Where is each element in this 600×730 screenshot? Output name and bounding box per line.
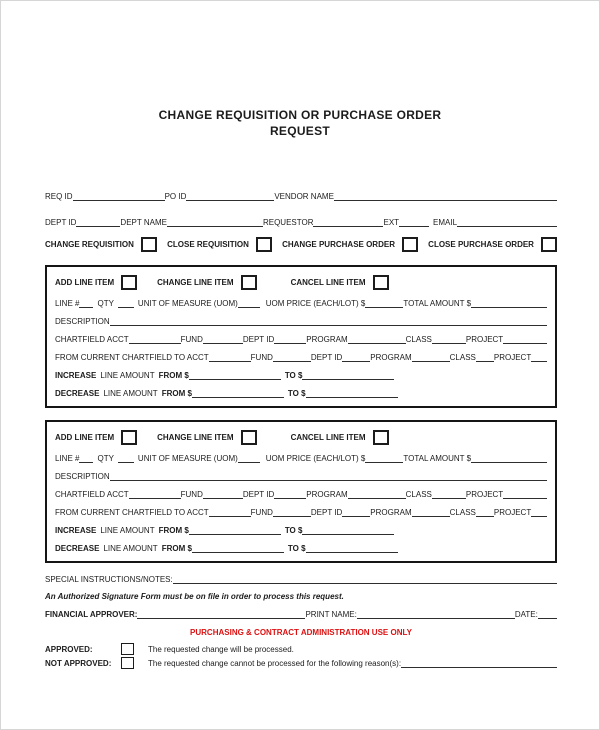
page-title-line2: REQUEST	[269, 124, 331, 138]
from-current-row	[55, 352, 547, 362]
change-purchase-order-label: CHANGE PURCHASE ORDER	[282, 240, 395, 249]
approved-checkbox[interactable]	[121, 643, 134, 655]
uom-blank[interactable]	[238, 298, 260, 308]
description-blank[interactable]	[110, 471, 547, 481]
fc-class-blank[interactable]	[476, 507, 494, 517]
fc-fund-label: FUND	[250, 508, 273, 517]
qty-blank[interactable]	[118, 453, 134, 463]
requestor-blank[interactable]	[313, 217, 383, 227]
increase-to-blank[interactable]	[302, 525, 394, 535]
line-detail-row	[55, 453, 547, 463]
financial-approver-label: FINANCIAL APPROVER:	[45, 610, 138, 619]
uom-price-blank[interactable]	[365, 453, 403, 463]
class-label: CLASS	[405, 335, 432, 344]
change-purchase-order-checkbox[interactable]	[402, 237, 418, 252]
decrease-label: DECREASE	[55, 389, 100, 398]
chartfield-acct-blank[interactable]	[129, 334, 181, 344]
page-title	[1, 107, 599, 139]
increase-to-label: TO $	[284, 526, 303, 535]
class-label: CLASS	[405, 490, 432, 499]
add-line-item-checkbox[interactable]	[121, 430, 137, 445]
add-line-item-label: ADD LINE ITEM	[55, 433, 115, 442]
dept-id-label: DEPT ID	[45, 218, 77, 227]
description-row	[55, 316, 547, 326]
qty-label: QTY	[97, 299, 114, 308]
change-line-item-checkbox[interactable]	[241, 430, 257, 445]
change-requisition-checkbox[interactable]	[141, 237, 157, 252]
qty-blank[interactable]	[118, 298, 134, 308]
fund-blank[interactable]	[203, 489, 243, 499]
fc-fund-blank[interactable]	[273, 507, 311, 517]
add-line-item-label: ADD LINE ITEM	[55, 278, 115, 287]
request-type-row	[45, 237, 557, 252]
increase-line-amount-label: LINE AMOUNT	[100, 526, 155, 535]
total-amount-blank[interactable]	[471, 453, 547, 463]
vendor-name-label: VENDOR NAME	[274, 192, 334, 201]
line-no-blank[interactable]	[79, 298, 93, 308]
line-no-label: LINE #	[55, 299, 80, 308]
special-instructions-row	[45, 574, 557, 584]
uom-price-label: UOM PRICE (EACH/LOT) $	[265, 454, 366, 463]
increase-label: INCREASE	[55, 371, 97, 380]
line-item-actions-row	[55, 275, 547, 290]
description-label: DESCRIPTION	[55, 317, 110, 326]
fc-project-label: PROJECT	[493, 508, 532, 517]
fund-label: FUND	[180, 335, 203, 344]
dept-id-blank[interactable]	[76, 217, 120, 227]
increase-from-blank[interactable]	[189, 525, 281, 535]
special-instructions-blank[interactable]	[173, 574, 557, 584]
deptid-blank[interactable]	[274, 489, 306, 499]
close-purchase-order-checkbox[interactable]	[541, 237, 557, 252]
req-id-label: REQ ID	[45, 192, 73, 201]
chartfield-acct-blank[interactable]	[129, 489, 181, 499]
program-blank[interactable]	[348, 489, 406, 499]
admin-use-only-heading: PURCHASING & CONTRACT ADMINISTRATION USE ONLY	[190, 628, 412, 637]
decrease-from-blank[interactable]	[192, 388, 284, 398]
cancel-line-item-checkbox[interactable]	[373, 430, 389, 445]
project-label: PROJECT	[465, 490, 504, 499]
not-approved-label: NOT APPROVED:	[45, 658, 112, 668]
line-no-label: LINE #	[55, 454, 80, 463]
program-blank[interactable]	[348, 334, 406, 344]
chartfield-row	[55, 334, 547, 344]
approved-label: APPROVED:	[45, 644, 93, 654]
fc-program-label: PROGRAM	[370, 353, 412, 362]
decrease-from-label: FROM $	[161, 544, 192, 553]
print-name-blank[interactable]	[357, 609, 515, 619]
increase-from-label: FROM $	[158, 371, 189, 380]
fc-acct-blank[interactable]	[209, 352, 251, 362]
approved-row	[45, 643, 557, 655]
uom-label: UNIT OF MEASURE (UOM)	[137, 454, 238, 463]
decrease-from-blank[interactable]	[192, 543, 284, 553]
change-line-item-checkbox[interactable]	[241, 275, 257, 290]
close-requisition-checkbox[interactable]	[256, 237, 272, 252]
decrease-from-label: FROM $	[161, 389, 192, 398]
total-amount-label: TOTAL AMOUNT $	[403, 299, 472, 308]
chartfield-row	[55, 489, 547, 499]
close-requisition-label: CLOSE REQUISITION	[167, 240, 249, 249]
fund-blank[interactable]	[203, 334, 243, 344]
page-title-line1: CHANGE REQUISITION OR PURCHASE ORDER	[158, 108, 442, 122]
fc-fund-label: FUND	[250, 353, 273, 362]
deptid-label: DEPT ID	[242, 490, 275, 499]
change-line-item-label: CHANGE LINE ITEM	[157, 278, 234, 287]
not-approved-reason-blank[interactable]	[401, 658, 557, 668]
fc-project-label: PROJECT	[493, 353, 532, 362]
cancel-line-item-checkbox[interactable]	[373, 275, 389, 290]
project-blank[interactable]	[503, 334, 547, 344]
total-amount-blank[interactable]	[471, 298, 547, 308]
uom-price-blank[interactable]	[365, 298, 403, 308]
fc-deptid-label: DEPT ID	[310, 353, 343, 362]
not-approved-row	[45, 657, 557, 669]
fc-deptid-blank[interactable]	[342, 352, 370, 362]
not-approved-checkbox[interactable]	[121, 657, 134, 669]
increase-line-amount-label: LINE AMOUNT	[100, 371, 155, 380]
decrease-label: DECREASE	[55, 544, 100, 553]
deptid-blank[interactable]	[274, 334, 306, 344]
project-label: PROJECT	[465, 335, 504, 344]
close-purchase-order-label: CLOSE PURCHASE ORDER	[428, 240, 534, 249]
fc-program-blank[interactable]	[412, 507, 450, 517]
line-detail-row	[55, 298, 547, 308]
po-id-blank[interactable]	[186, 191, 274, 201]
email-label: EMAIL	[433, 218, 458, 227]
fc-class-label: CLASS	[449, 508, 476, 517]
chartfield-acct-label: CHARTFIELD ACCT	[55, 335, 129, 344]
class-blank[interactable]	[432, 334, 466, 344]
from-current-label: FROM CURRENT CHARTFIELD TO ACCT	[55, 508, 209, 517]
line-item-section-1	[45, 265, 557, 408]
increase-label: INCREASE	[55, 526, 97, 535]
line-no-blank[interactable]	[79, 453, 93, 463]
date-label: DATE:	[514, 610, 538, 619]
requestor-label: REQUESTOR	[262, 218, 314, 227]
decrease-to-blank[interactable]	[306, 543, 398, 553]
program-label: PROGRAM	[306, 490, 348, 499]
uom-blank[interactable]	[238, 453, 260, 463]
increase-row	[55, 370, 547, 380]
fc-project-blank[interactable]	[531, 352, 547, 362]
decrease-row	[55, 543, 547, 553]
description-blank[interactable]	[110, 316, 547, 326]
increase-from-label: FROM $	[158, 526, 189, 535]
ext-label: EXT	[383, 218, 400, 227]
header-row-2	[45, 217, 557, 227]
chartfield-acct-label: CHARTFIELD ACCT	[55, 490, 129, 499]
email-blank[interactable]	[457, 217, 557, 227]
fc-project-blank[interactable]	[531, 507, 547, 517]
decrease-to-label: TO $	[287, 389, 306, 398]
fc-program-label: PROGRAM	[370, 508, 412, 517]
uom-label: UNIT OF MEASURE (UOM)	[137, 299, 238, 308]
dept-name-blank[interactable]	[167, 217, 263, 227]
description-row	[55, 471, 547, 481]
print-name-label: PRINT NAME:	[305, 610, 357, 619]
change-line-item-label: CHANGE LINE ITEM	[157, 433, 234, 442]
date-blank[interactable]	[538, 609, 557, 619]
decrease-to-blank[interactable]	[306, 388, 398, 398]
decrease-line-amount-label: LINE AMOUNT	[103, 389, 158, 398]
from-current-label: FROM CURRENT CHARTFIELD TO ACCT	[55, 353, 209, 362]
decrease-row	[55, 388, 547, 398]
add-line-item-checkbox[interactable]	[121, 275, 137, 290]
from-current-row	[55, 507, 547, 517]
not-approved-text: The requested change cannot be processed for the following reason(s):	[148, 658, 402, 668]
cancel-line-item-label: CANCEL LINE ITEM	[290, 433, 366, 442]
program-label: PROGRAM	[306, 335, 348, 344]
fund-label: FUND	[180, 490, 203, 499]
financial-approver-blank[interactable]	[137, 609, 305, 619]
header-row-1	[45, 191, 557, 201]
fc-deptid-blank[interactable]	[342, 507, 370, 517]
fc-class-blank[interactable]	[476, 352, 494, 362]
special-instructions-label: SPECIAL INSTRUCTIONS/NOTES:	[45, 575, 173, 584]
dept-name-label: DEPT NAME	[120, 218, 167, 227]
increase-row	[55, 525, 547, 535]
vendor-name-blank[interactable]	[334, 191, 557, 201]
description-label: DESCRIPTION	[55, 472, 110, 481]
decrease-line-amount-label: LINE AMOUNT	[103, 544, 158, 553]
fc-fund-blank[interactable]	[273, 352, 311, 362]
increase-to-blank[interactable]	[302, 370, 394, 380]
fc-program-blank[interactable]	[412, 352, 450, 362]
line-item-actions-row	[55, 430, 547, 445]
fc-deptid-label: DEPT ID	[310, 508, 343, 517]
fc-class-label: CLASS	[449, 353, 476, 362]
req-id-blank[interactable]	[73, 191, 165, 201]
authorized-signature-note: An Authorized Signature Form must be on file in order to process this request.	[45, 592, 344, 601]
class-blank[interactable]	[432, 489, 466, 499]
deptid-label: DEPT ID	[242, 335, 275, 344]
decrease-to-label: TO $	[287, 544, 306, 553]
ext-blank[interactable]	[399, 217, 429, 227]
fc-acct-blank[interactable]	[209, 507, 251, 517]
cancel-line-item-label: CANCEL LINE ITEM	[290, 278, 366, 287]
line-item-section-2	[45, 420, 557, 563]
increase-to-label: TO $	[284, 371, 303, 380]
total-amount-label: TOTAL AMOUNT $	[403, 454, 472, 463]
qty-label: QTY	[97, 454, 114, 463]
change-requisition-label: CHANGE REQUISITION	[45, 240, 134, 249]
approved-text: The requested change will be processed.	[148, 644, 294, 654]
increase-from-blank[interactable]	[189, 370, 281, 380]
uom-price-label: UOM PRICE (EACH/LOT) $	[265, 299, 366, 308]
financial-approver-row	[45, 609, 557, 619]
po-id-label: PO ID	[164, 192, 187, 201]
project-blank[interactable]	[503, 489, 547, 499]
